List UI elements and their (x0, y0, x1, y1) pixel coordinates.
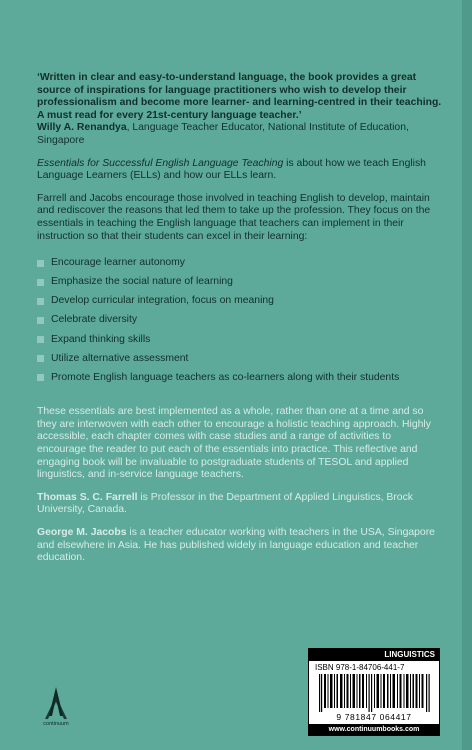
endorsement-author-name: Willy A. Renandya (37, 122, 127, 134)
author-bio-text: is a teacher educator working with teachers in the USA, Singapore and elsewhere in Asia. He has published widely in language education and teacher education. (37, 527, 435, 564)
author-bio (37, 527, 442, 565)
square-bullet-icon (37, 279, 44, 286)
essentials-list (37, 257, 442, 384)
list-item (37, 257, 442, 270)
barcode-number: 9 781847 064417 (336, 712, 412, 722)
list-item (37, 295, 442, 308)
list-item (37, 314, 442, 327)
list-item (37, 334, 442, 347)
list-item-text: Celebrate diversity (51, 314, 138, 326)
list-item (37, 372, 442, 385)
publisher-name: continuum (43, 721, 69, 727)
barcode-icon (317, 674, 433, 712)
subject-category: LINGUISTICS (308, 648, 440, 661)
continuum-logo-icon (42, 686, 70, 720)
publisher-logo (38, 686, 74, 727)
author-bio (37, 492, 442, 517)
square-bullet-icon (37, 374, 44, 381)
list-item-text: Expand thinking skills (51, 333, 151, 345)
endorsement-quote: ‘Written in clear and easy-to-understand language, the book provides a great source of inspirations for language practitioners who wish to develop their professionalism and become more learner- and learning-centred in their teaching. A must read for every 21st-century language teacher.’ (37, 72, 442, 121)
list-item-text: Utilize alternative assessment (51, 352, 189, 364)
square-bullet-icon (37, 260, 44, 267)
list-item (37, 276, 442, 289)
barcode-area (308, 661, 440, 724)
list-item (37, 353, 442, 366)
isbn-label: ISBN 978-1-84706-441-7 (315, 663, 405, 672)
intro-text: is about how we teach English Language Learners (ELLs) and how our ELLs learn. (37, 157, 426, 182)
endorsement-author (37, 122, 442, 147)
square-bullet-icon (37, 355, 44, 362)
spine-strip (462, 0, 472, 750)
list-item-text: Encourage learner autonomy (51, 257, 186, 269)
book-title: Essentials for Successful English Language Teaching (37, 157, 284, 169)
author-name: Thomas S. C. Farrell (37, 491, 138, 503)
square-bullet-icon (37, 317, 44, 324)
endorsement-author-role: , Language Teacher Educator, National Institute of Education, Singapore (37, 122, 409, 146)
barcode-panel (308, 648, 440, 736)
summary-paragraph: These essentials are best implemented as a whole, rather than one at a time and so they are interwoven with each other to encourage a holistic teaching approach. Highly accessible, each chapter comes with case studies and a range of activities to encourage the reader to put each of the essentials into practice. This reflective and engaging book will be invaluable to postgraduate students of TESOL and applied linguistics, and in-service language teachers. (37, 406, 431, 481)
description-paragraph: Farrell and Jacobs encourage those involved in teaching English to develop, maintain and rediscover the reasons that led them to take up the profession. They focus on the essentials in teaching the English language that teachers can implement in their instruction so that their students can excel in their learning: (37, 192, 431, 242)
author-name: George M. Jacobs (37, 527, 127, 539)
author-bio-text: is Professor in the Department of Applied Linguistics, Brock University, Canada. (37, 491, 413, 516)
square-bullet-icon (37, 298, 44, 305)
list-item-text: Emphasize the social nature of learning (51, 276, 233, 288)
publisher-website: www.continuumbooks.com (308, 724, 440, 736)
list-item-text: Develop curricular integration, focus on meaning (51, 295, 274, 307)
square-bullet-icon (37, 336, 44, 343)
list-item-text: Promote English language teachers as co-learners along with their students (51, 371, 400, 383)
intro-paragraph (37, 158, 442, 183)
back-cover-text (37, 72, 442, 575)
